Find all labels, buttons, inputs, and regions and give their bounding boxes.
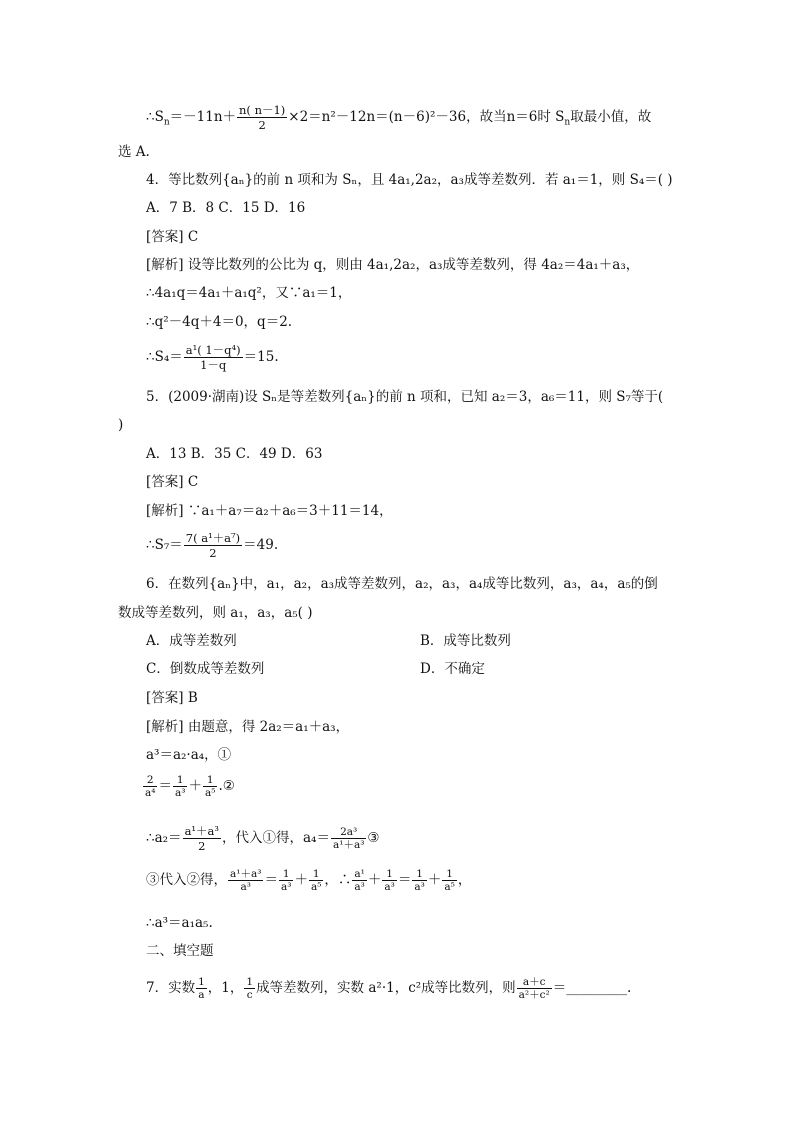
- question-6-explain-3: $\frac{2}{\text{a⁴}}$ ＝ $\frac{1}{\text{a³}}$ ＋ $\frac{1}{\text{a⁵}}$ .②: [145, 774, 235, 799]
- question-5-explain-2: ∴S₇＝ $\frac{\text{7( a¹＋a⁷)}}{2}$ ＝49.: [146, 531, 279, 560]
- question-4: 4．等比数列{aₙ}的前 n 项和为 Sₙ，且 4a₁,2a₂，a₃成等差数列．若 a₁＝1，则 S₄＝( ): [146, 172, 673, 188]
- question-5-cont: ): [118, 417, 124, 433]
- question-6-explain-6: ∴a³＝a₁a₅.: [146, 915, 213, 931]
- question-5-explain-1: [解析] ∵a₁＋a₇＝a₂＋a₆＝3＋11＝14，: [146, 503, 393, 519]
- fraction: $\frac{1}{c}$: [246, 976, 254, 1001]
- question-6-cont: 数成等差数列，则 a₁，a₃，a₅( ): [118, 605, 313, 621]
- question-6-option-c: C．倒数成等差数列: [146, 661, 265, 677]
- question-7: 7．实数 $\frac{1}{a}$ ，1， $\frac{1}{c}$ 成等差数列，实数 a²·1，c²成等比数列，则 $\frac{a+c}{\text{a²＋c²}}$ ＝_________.: [146, 976, 632, 1001]
- question-6-explain-2: a³＝a₂·a₄，①: [146, 747, 232, 763]
- fraction: $\frac{n( n-1)}{2}$: [239, 103, 286, 132]
- fraction: $\frac{\text{a¹＋a³}}{\text{a³}}$: [230, 868, 262, 893]
- question-6: 6．在数列{aₙ}中，a₁，a₂，a₃成等差数列，a₂，a₃，a₄成等比数列，a₃，a₄，a₅的倒: [146, 576, 658, 592]
- question-6-option-d: D．不确定: [420, 661, 485, 677]
- fraction: $\frac{1}{\text{a⁵}}$: [310, 868, 322, 893]
- question-4-explain-3: ∴q²－4q＋4＝0，q＝2.: [146, 314, 293, 330]
- fraction: $\frac{\text{a¹}}{\text{a³}}$: [354, 868, 365, 893]
- solution-line-sn: $\therefore S_n=-11n+$ $\frac{n( n-1)}{2}$ ×2＝n²－12n＝(n－6)²－36，故当n＝6时 $S_n$取最小值，故: [146, 103, 652, 132]
- question-5: 5．(2009·湖南)设 Sₙ是等差数列{aₙ}的前 n 项和，已知 a₂＝3，a₆＝11，则 S₇等于(: [146, 389, 664, 405]
- fraction: $\frac{1}{\text{a³}}$: [280, 868, 292, 893]
- question-4-answer: [答案] C: [146, 229, 199, 245]
- fraction: $\frac{a+c}{\text{a²＋c²}}$: [518, 976, 550, 1001]
- question-6-explain-1: [解析] 由题意，得 2a₂＝a₁＋a₃，: [146, 719, 350, 735]
- question-4-options: A．7 B．8 C．15 D．16: [146, 200, 306, 216]
- question-4-explain-1: [解析] 设等比数列的公比为 q，则由 4a₁,2a₂，a₃成等差数列，得 4a₂＝4a₁＋a₃，: [146, 257, 640, 273]
- fraction: $\frac{1}{\text{a⁵}}$: [204, 774, 216, 799]
- fraction: $\frac{\text{2a³}}{\text{a¹＋a³}}$: [332, 826, 365, 851]
- fraction: $\frac{\text{a¹( 1－q⁴)}}{1-q}$: [185, 343, 241, 372]
- solution-line-select: 选 A.: [118, 144, 150, 160]
- question-6-explain-5: ③代入②得， $\frac{\text{a¹＋a³}}{\text{a³}}$ ＝ $\frac{1}{\text{a³}}$ ＋ $\frac{1}{\text{a⁵}}$ ，∴ $\frac{\text{a¹}}{\text{a³}}$ ＋ $\frac{1}{\text{a³}}$ ＝ $\frac{1}{\text{a³}}$ ＋ $\frac{1}{\text{a⁵}}$ ，: [146, 868, 472, 893]
- fraction: $\frac{\text{a¹＋a³}}{2}$: [184, 824, 219, 853]
- fraction: $\frac{1}{\text{a³}}$: [414, 868, 425, 893]
- question-4-explain-2: ∴4a₁q＝4a₁＋a₁q²，又∵a₁＝1，: [146, 285, 352, 301]
- question-5-options: A．13 B．35 C．49 D．63: [146, 446, 323, 462]
- fraction: $\frac{1}{\text{a³}}$: [384, 868, 395, 893]
- section-title-fill-in: 二、填空题: [146, 943, 214, 959]
- question-4-explain-4: ∴S₄＝ $\frac{\text{a¹( 1－q⁴)}}{1-q}$ ＝15.: [146, 343, 279, 372]
- question-6-option-b: B．成等比数列: [420, 633, 511, 649]
- fraction: $\frac{1}{a}$: [198, 976, 205, 1001]
- question-6-option-a: A．成等差数列: [146, 633, 237, 649]
- fraction: $\frac{\text{7( a¹＋a⁷)}}{2}$: [185, 531, 241, 560]
- fraction: $\frac{1}{\text{a³}}$: [174, 774, 186, 799]
- fraction: $\frac{1}{\text{a⁵}}$: [444, 868, 455, 893]
- question-6-explain-4: ∴a₂＝ $\frac{\text{a¹＋a³}}{2}$ ，代入①得，a₄＝ $\frac{\text{2a³}}{\text{a¹＋a³}}$ ③: [146, 824, 380, 853]
- question-5-answer: [答案] C: [146, 474, 199, 490]
- question-6-answer: [答案] B: [146, 690, 198, 706]
- fraction: $\frac{2}{\text{a⁴}}$: [145, 774, 156, 799]
